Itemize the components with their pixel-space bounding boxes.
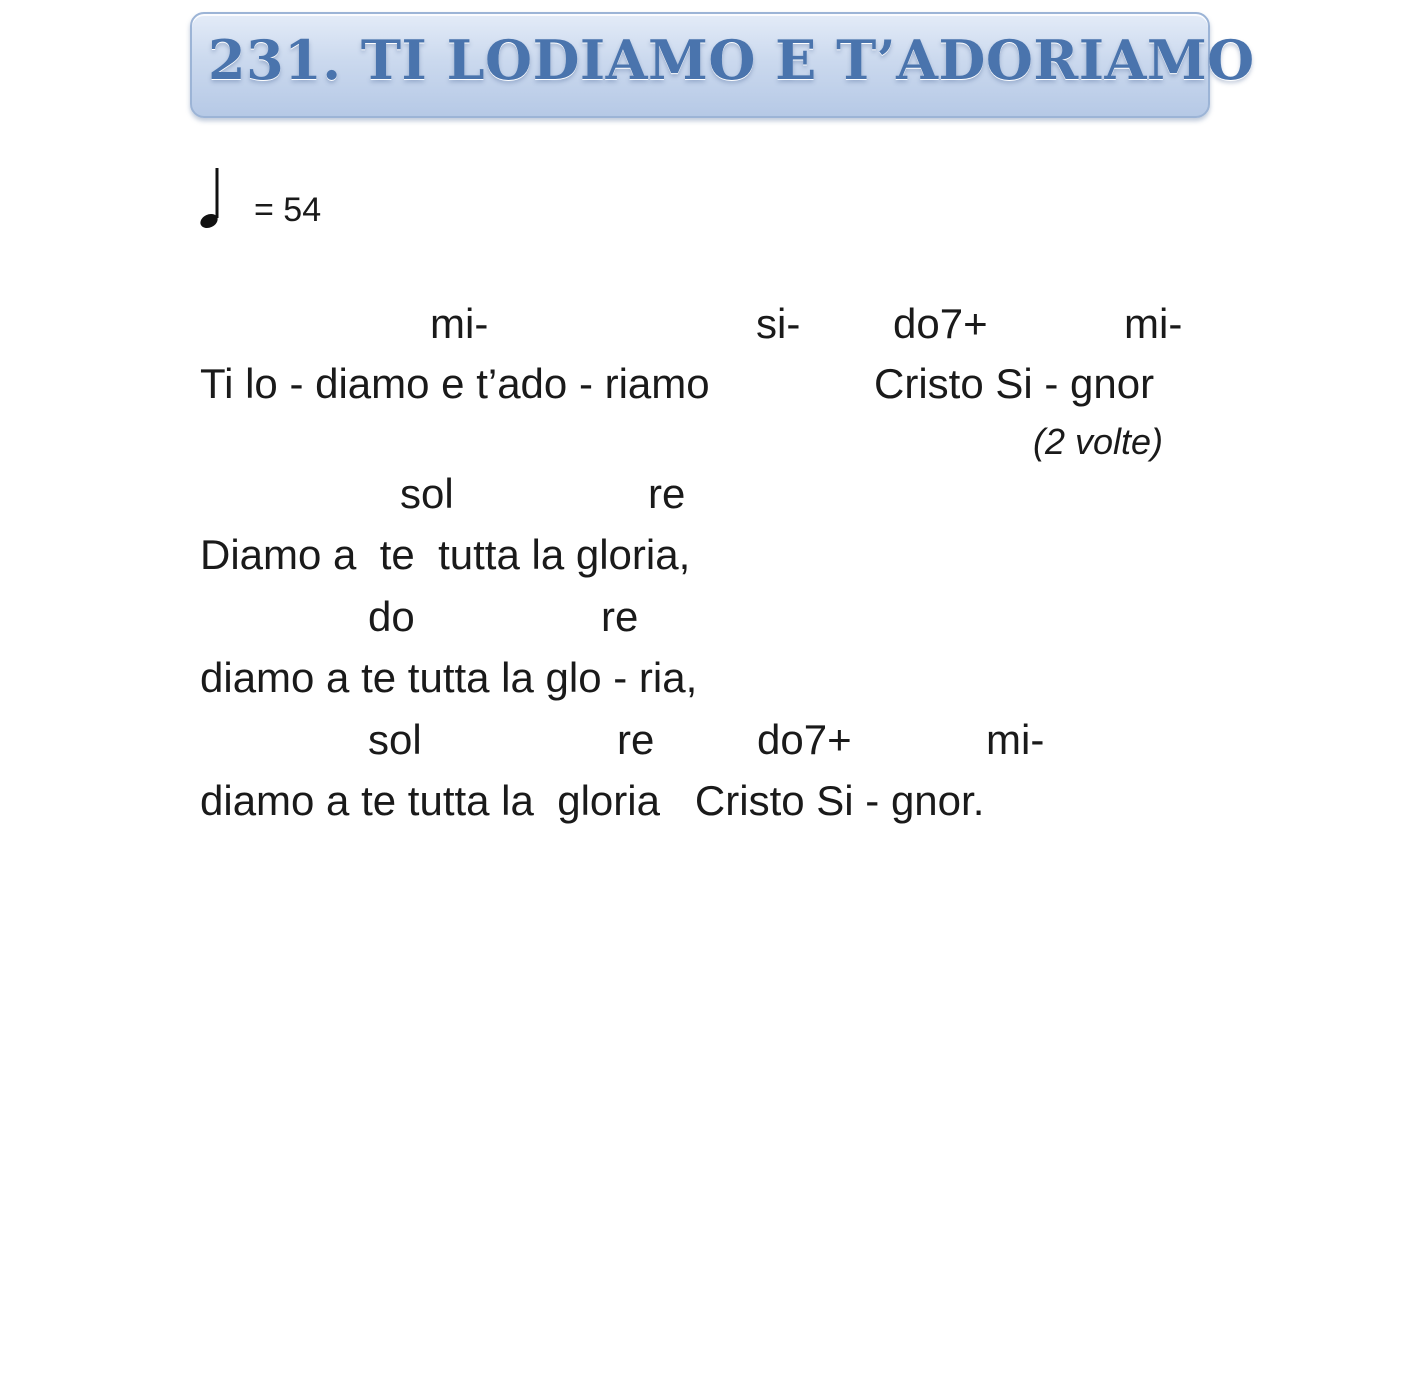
chord: re [648,470,686,517]
chord: sol [400,470,454,517]
lyric-line: Ti lo - diamo e t’ado - riamo [200,360,710,407]
chord: do7+ [757,716,852,763]
chord: re [601,593,639,640]
lyric-line: Cristo Si - gnor [874,360,1155,407]
quarter-note-icon [198,166,228,230]
chord: sol [368,716,422,763]
tempo-value: = 54 [254,191,322,229]
chord: mi- [1124,300,1183,347]
title-banner [190,12,1255,118]
lyric-line: Diamo a te tutta la gloria, [200,531,691,578]
song-title: 231. TI LODIAMO E T’ADORIAMO [208,28,1255,92]
chord: mi- [430,300,489,347]
chord: do7+ [893,300,988,347]
lyric-line: diamo a te tutta la glo - ria, [200,654,698,701]
chord: si- [756,300,801,347]
chord: do [368,593,415,640]
lyric-line: diamo a te tutta la gloria Cristo Si - gnor. [200,777,985,824]
repeat-note: (2 volte) [1033,421,1164,462]
chord: re [617,716,655,763]
chord: mi- [986,716,1045,763]
